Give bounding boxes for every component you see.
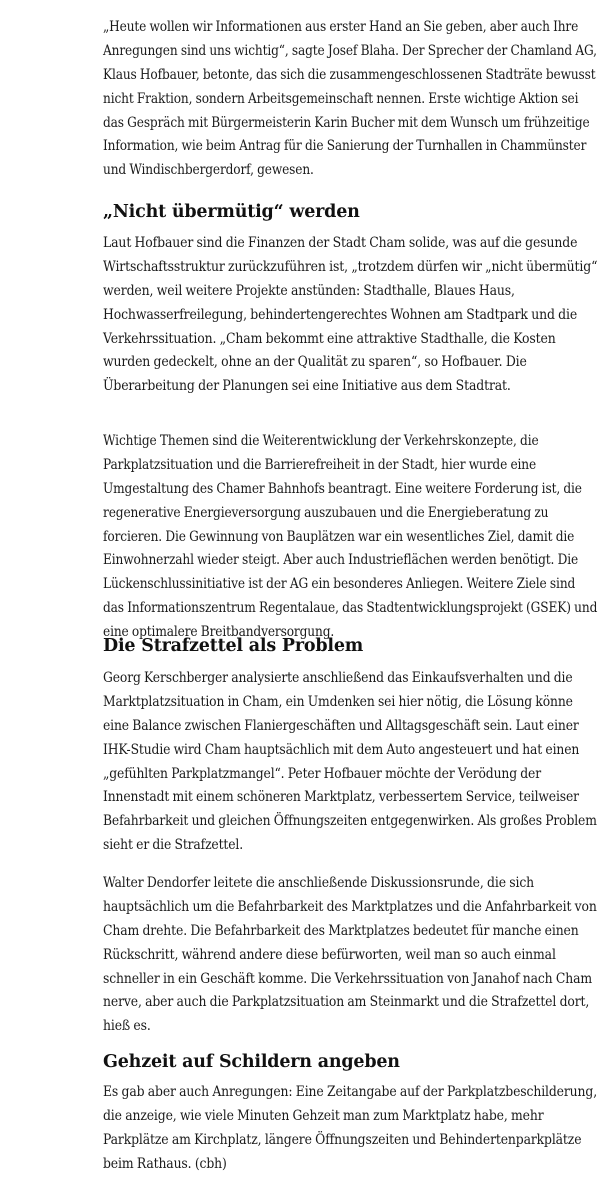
text-line: Walter Dendorfer leitete die anschließende Diskussionsrunde, die sich: [103, 875, 534, 891]
text-line: nerve, aber auch die Parkplatzsituation am Steinmarkt und die Strafzettel dort,: [103, 994, 590, 1011]
text-line: hieß es.: [103, 1018, 151, 1035]
text-line: Überarbeitung der Planungen sei eine Initiative aus dem Stadtrat.: [103, 378, 511, 395]
text-line: das Gespräch mit Bürgermeisterin Karin Bucher mit dem Wunsch um frühzeitige: [103, 114, 590, 131]
text-line: Laut Hofbauer sind die Finanzen der Stadt Cham solide, was auf die gesunde: [103, 235, 578, 251]
text-line: Einwohnerzahl wieder steigt. Aber auch Industrieflächen werden benötigt. Die: [103, 552, 579, 569]
paragraph-einkaufsverhalten: [103, 667, 600, 858]
text-line: Lückenschlussinitiative ist der AG ein besonderes Anliegen. Weitere Ziele sind: [103, 576, 576, 593]
text-line: Information, wie beim Antrag für die Sanierung der Turnhallen in Chammünster: [103, 138, 587, 155]
text-line: nicht Fraktion, sondern Arbeitsgemeinschaft nennen. Erste wichtige Aktion sei: [103, 90, 579, 107]
text-line: eine Balance zwischen Flaniergeschäften und Alltagsgeschäft sein. Laut einer: [103, 717, 579, 734]
text-line: schneller in ein Geschäft komme. Die Verkehrssituation von Janahof nach Cham: [103, 970, 593, 987]
text-line: Es gab aber auch Anregungen: Eine Zeitangabe auf der Parkplatzbeschilderung,: [103, 1084, 598, 1100]
text-line: Anregungen sind uns wichtig“, sagte Josef Blaha. Der Sprecher der Chamland AG,: [103, 42, 597, 59]
text-line: das Informationszentrum Regentalaue, das Stadtentwicklungsprojekt (GSEK) und: [103, 600, 598, 617]
text-line: Umgestaltung des Chamer Bahnhofs beantragt. Eine weitere Forderung ist, die: [103, 480, 582, 497]
paragraph-anregungen: [103, 1081, 600, 1177]
text-line: beim Rathaus. (cbh): [103, 1155, 227, 1172]
text-line: Georg Kerschberger analysierte anschließend das Einkaufsverhalten und die: [103, 670, 573, 686]
text-line: Parkplätze am Kirchplatz, längere Öffnungszeiten und Behindertenparkplätze: [103, 1131, 582, 1148]
text-line: Verkehrssituation. „Cham bekommt eine attraktive Stadthalle, die Kosten: [103, 330, 556, 347]
text-line: IHK-Studie wird Cham hauptsächlich mit dem Auto angesteuert und hat einen: [103, 741, 580, 758]
paragraph-themen: [103, 430, 600, 645]
text-line: die anzeige, wie viele Minuten Gehzeit man zum Marktplatz habe, mehr: [103, 1107, 544, 1124]
text-line: Rückschritt, während andere diese befürworten, weil man so auch einmal: [103, 946, 556, 963]
paragraph-diskussion: [103, 872, 600, 1039]
section-heading-nicht-uebermuetig: „Nicht übermütig“ werden: [103, 202, 360, 222]
section-heading-strafzettel: Die Strafzettel als Problem: [103, 636, 364, 656]
text-line: Marktplatzsituation in Cham, ein Umdenken sei hier nötig, die Lösung könne: [103, 693, 573, 710]
text-line: werden, weil weitere Projekte anstünden: Stadthalle, Blaues Haus,: [103, 282, 515, 299]
text-line: hauptsächlich um die Befahrbarkeit des Marktplatzes und die Anfahrbarkeit von: [103, 898, 597, 915]
text-line: und Windischbergerdorf, gewesen.: [103, 162, 314, 179]
paragraph-intro: [103, 16, 600, 183]
section-heading-gehzeit: Gehzeit auf Schildern angeben: [103, 1052, 400, 1072]
text-line: Cham drehte. Die Befahrbarkeit des Marktplatzes bedeutet für manche einen: [103, 922, 579, 939]
text-line: eine optimalere Breitbandversorgung.: [103, 624, 335, 641]
text-line: Hochwasserfreilegung, behindertengerechtes Wohnen am Stadtpark und die: [103, 306, 578, 323]
text-line: regenerative Energieversorgung auszubauen und die Energieberatung zu: [103, 504, 549, 521]
paragraph-finanzen: [103, 232, 600, 399]
text-line: „Heute wollen wir Informationen aus erster Hand an Sie geben, aber auch Ihre: [103, 19, 579, 35]
text-line: wurden gedeckelt, ohne an der Qualität zu sparen“, so Hofbauer. Die: [103, 354, 527, 371]
text-line: Wichtige Themen sind die Weiterentwicklung der Verkehrskonzepte, die: [103, 433, 539, 449]
text-line: Innenstadt mit einem schöneren Marktplatz, verbessertem Service, teilweiser: [103, 789, 579, 806]
text-line: „gefühlten Parkplatzmangel“. Peter Hofbauer möchte der Verödung der: [103, 765, 542, 782]
text-line: sieht er die Strafzettel.: [103, 837, 244, 854]
text-line: Klaus Hofbauer, betonte, das sich die zusammengeschlossenen Stadträte bewusst: [103, 66, 596, 83]
text-line: forcieren. Die Gewinnung von Bauplätzen war ein wesentliches Ziel, damit die: [103, 528, 575, 545]
text-line: Befahrbarkeit und gleichen Öffnungszeiten entgegenwirken. Als großes Problem: [103, 813, 597, 830]
text-line: Parkplatzsituation und die Barrierefreiheit in der Stadt, hier wurde eine: [103, 456, 537, 473]
text-line: Wirtschaftsstruktur zurückzuführen ist, „trotzdem dürfen wir „nicht übermütig“: [103, 258, 598, 275]
